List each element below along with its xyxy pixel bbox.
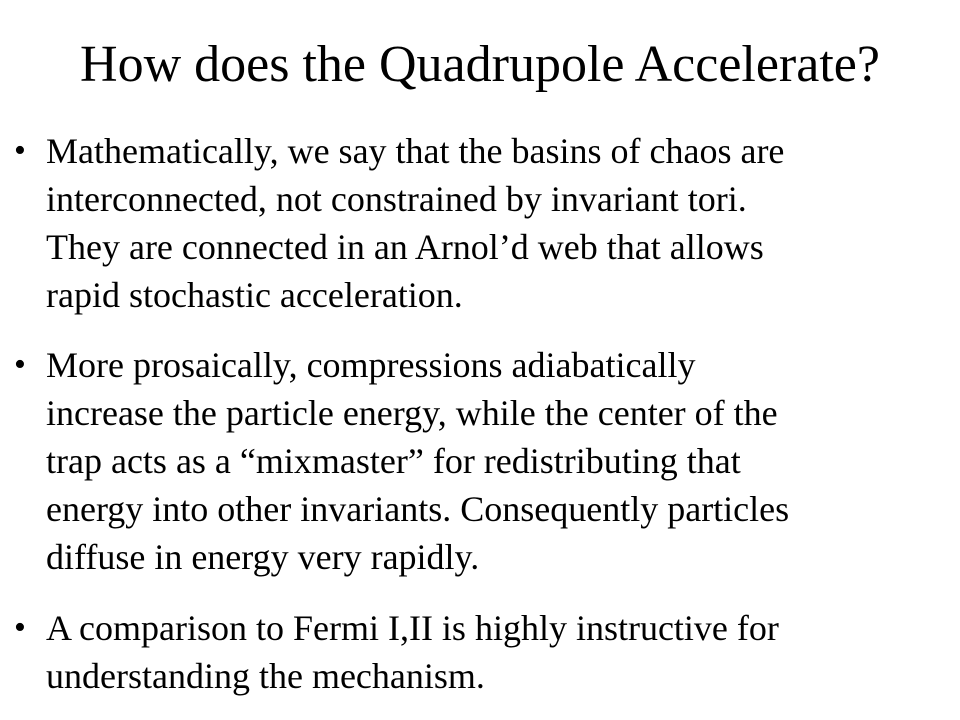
bullet-line: increase the particle energy, while the center of the — [46, 393, 778, 433]
bullet-line: understanding the mechanism. — [46, 656, 485, 696]
bullet-icon: • — [14, 346, 26, 383]
bullet-line: diffuse in energy very rapidly. — [46, 537, 480, 577]
bullet-line: interconnected, not constrained by invariant tori. — [46, 179, 747, 219]
bullet-icon: • — [14, 609, 26, 646]
bullet-line: rapid stochastic acceleration. — [46, 275, 463, 315]
bullet-text — [46, 604, 946, 700]
bullet-text — [46, 127, 946, 319]
bullet-line: trap acts as a “mixmaster” for redistributing that — [46, 441, 741, 481]
bullet-text — [46, 341, 946, 581]
slide-title: How does the Quadrupole Accelerate? — [80, 36, 880, 93]
bullet-line: They are connected in an Arnol’d web that allows — [46, 227, 764, 267]
bullet-line: Mathematically, we say that the basins of chaos are — [46, 131, 785, 171]
bullet-line: A comparison to Fermi I,II is highly instructive for — [46, 608, 779, 648]
bullet-line: energy into other invariants. Consequently particles — [46, 489, 790, 529]
bullet-icon: • — [14, 132, 26, 169]
bullet-line: More prosaically, compressions adiabatically — [46, 345, 696, 385]
